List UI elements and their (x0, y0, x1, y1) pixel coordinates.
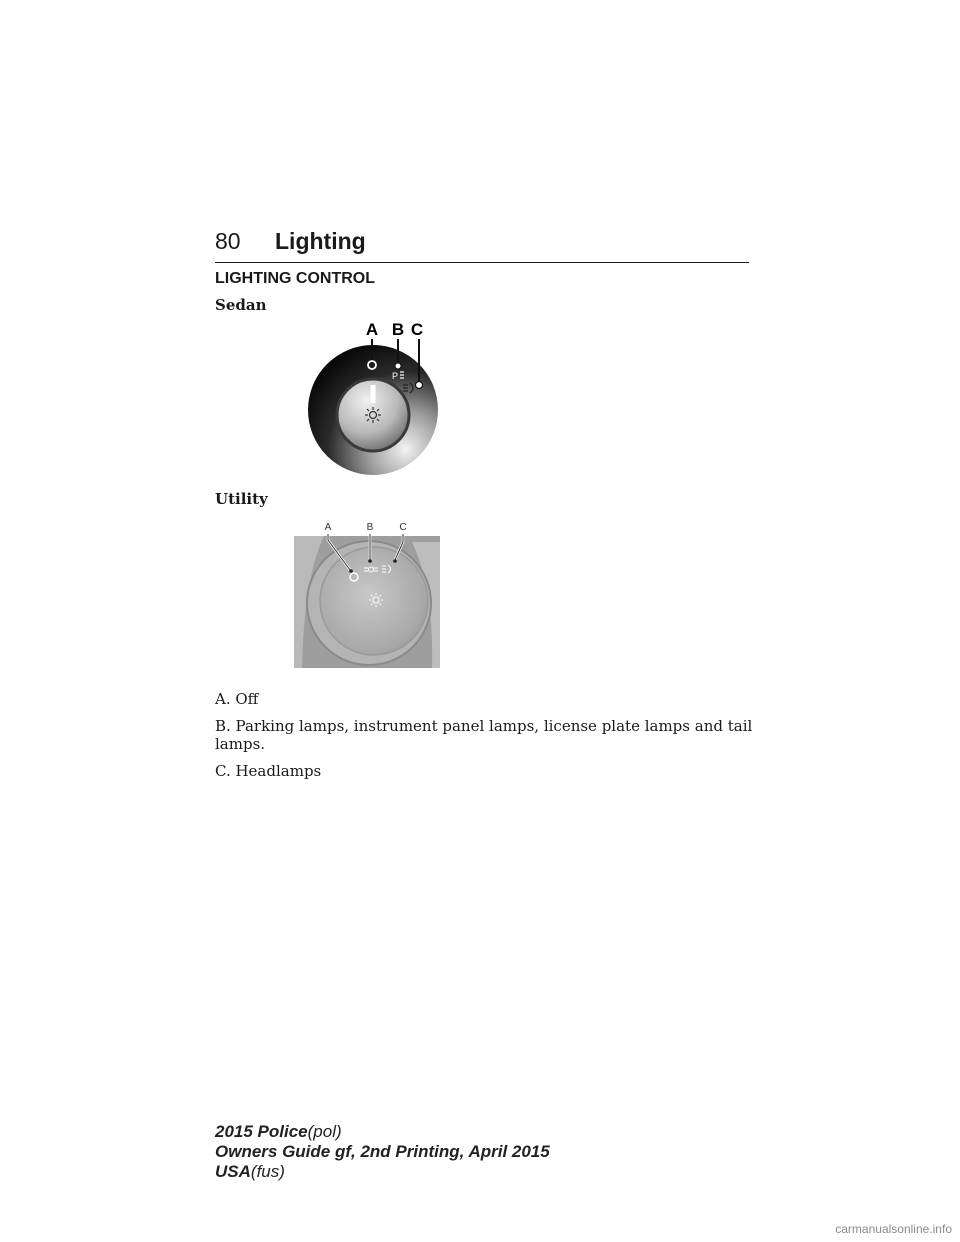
utility-heading: Utility (215, 490, 268, 508)
page-footer (215, 1122, 550, 1182)
page-header (215, 228, 749, 263)
sedan-light-switch-figure (300, 315, 450, 485)
callout-label-a: A (324, 522, 332, 533)
svg-text:P: P (392, 371, 399, 381)
legend-item-b: B. Parking lamps, instrument panel lamps, license plate lamps and tail lamps. (215, 717, 753, 753)
callout-label-a: A (365, 320, 379, 339)
page-number: 80 (215, 228, 241, 254)
knob-indicator (371, 385, 376, 403)
callout-label-c: C (399, 522, 407, 533)
callout-label-c: C (410, 320, 424, 339)
section-heading: LIGHTING CONTROL (215, 270, 375, 287)
footer-line-1: 2015 Police(pol) (215, 1122, 342, 1141)
chapter-title: Lighting (275, 228, 366, 254)
watermark: carmanualsonline.info (835, 1222, 952, 1236)
sedan-heading: Sedan (215, 296, 267, 314)
footer-line-2: Owners Guide gf, 2nd Printing, April 2015 (215, 1142, 550, 1161)
rotary-knob (320, 547, 428, 655)
footer-line-3: USA(fus) (215, 1162, 285, 1181)
legend-item-c: C. Headlamps (215, 762, 322, 780)
callout-label-b: B (366, 522, 374, 533)
callout-label-b: B (391, 320, 405, 339)
utility-light-switch-figure (294, 518, 440, 668)
legend-item-a: A. Off (215, 690, 259, 708)
